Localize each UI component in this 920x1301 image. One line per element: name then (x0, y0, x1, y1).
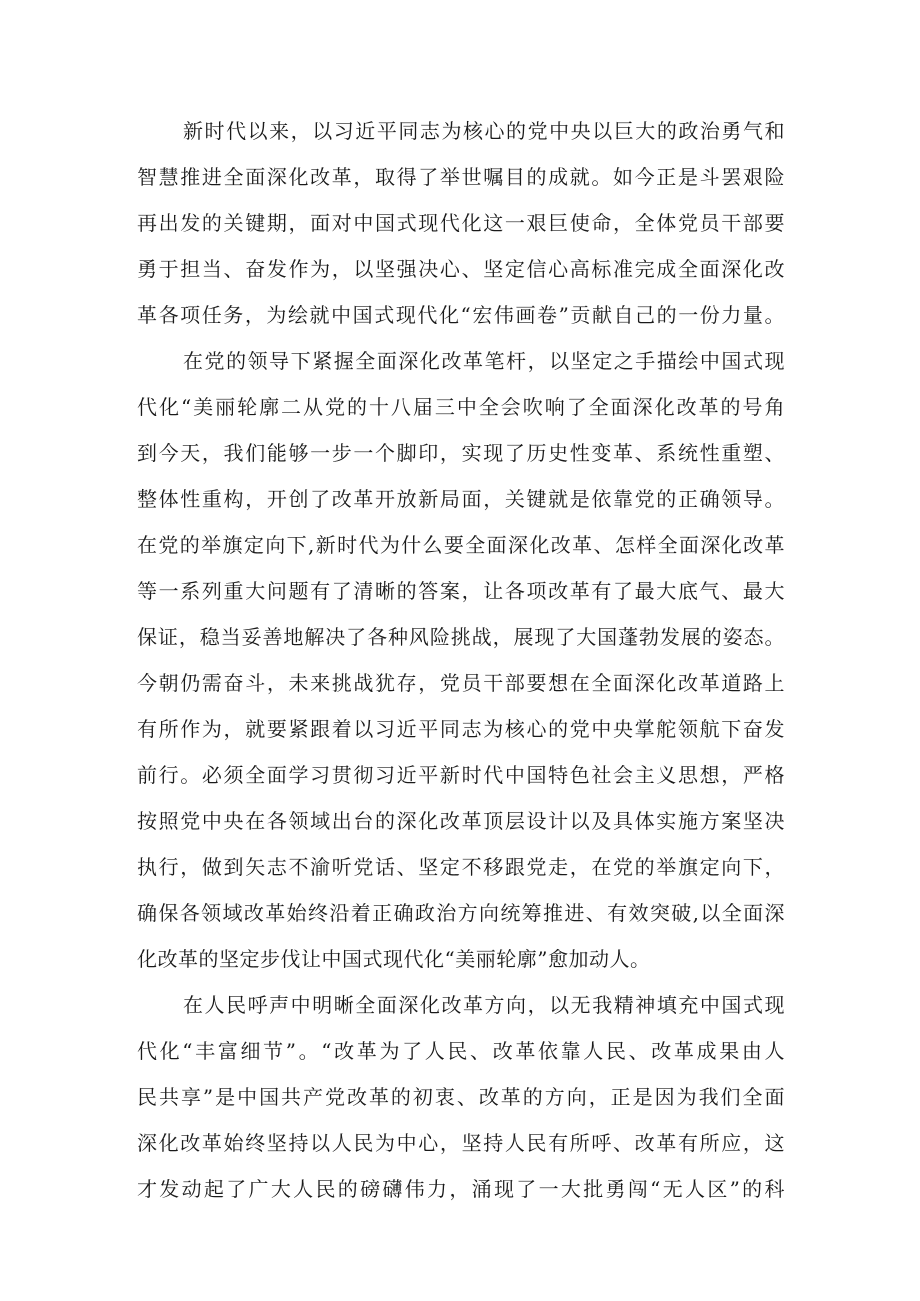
paragraph-3-line-3: 民共享”是中国共产党改革的初衷、改革的方向，正是因为我们全面 (137, 1085, 785, 1109)
paragraph-2-line-6: 等一系列重大问题有了清晰的答案，让各项改革有了最大底气、最大 (137, 579, 785, 603)
paragraph-1-line-2: 智慧推进全面深化改革，取得了举世嘱目的成就。如今正是斗罢艰险 (137, 165, 785, 189)
paragraph-1-line-3: 再出发的关键期，面对中国式现代化这一艰巨使命，全体党员干部要 (137, 211, 785, 235)
paragraph-2-line-12: 执行，做到矢志不渝听党话、坚定不移跟党走，在党的举旗定向下， (137, 855, 785, 879)
paragraph-2-line-3: 到今天，我们能够一步一个脚印，实现了历史性变革、系统性重塑、 (137, 441, 785, 465)
paragraph-2-line-9: 有所作为，就要紧跟着以习近平同志为核心的党中央掌舵领航下奋发 (137, 717, 785, 741)
paragraph-2-line-10: 前行。必须全面学习贯彻习近平新时代中国特色社会主义思想，严格 (137, 763, 785, 787)
paragraph-1-line-1: 新时代以来，以习近平同志为核心的党中央以巨大的政治勇气和 (183, 119, 785, 143)
paragraph-1-line-4: 勇于担当、奋发作为，以坚强决心、坚定信心高标准完成全面深化改 (137, 257, 785, 281)
paragraph-1-line-5: 革各项任务，为绘就中国式现代化“宏伟画卷”贡献自己的一份力量。 (137, 303, 785, 327)
paragraph-2-line-4: 整体性重构，开创了改革开放新局面，关键就是依靠党的正确领导。 (137, 487, 785, 511)
paragraph-3-line-5: 才发动起了广大人民的磅礴伟力，涌现了一大批勇闯“无人区”的科 (137, 1177, 785, 1201)
paragraph-3-line-2: 代化“丰富细节”。“改革为了人民、改革依靠人民、改革成果由人 (137, 1039, 785, 1063)
paragraph-2-line-1: 在党的领导下紧握全面深化改革笔杆，以坚定之手描绘中国式现 (183, 349, 785, 373)
paragraph-2-line-13: 确保各领域改革始终沿着正确政治方向统筹推进、有效突破,以全面深 (137, 901, 785, 925)
paragraph-2-line-11: 按照党中央在各领域出台的深化改革顶层设计以及具体实施方案坚决 (137, 809, 785, 833)
paragraph-2-line-8: 今朝仍需奋斗，未来挑战犹存，党员干部要想在全面深化改革道路上 (137, 671, 785, 695)
paragraph-3-line-4: 深化改革始终坚持以人民为中心，坚持人民有所呼、改革有所应，这 (137, 1131, 785, 1155)
paragraph-2-line-5: 在党的举旗定向下,新时代为什么要全面深化改革、怎样全面深化改革 (137, 533, 785, 557)
paragraph-2-line-7: 保证，稳当妥善地解决了各种风险挑战，展现了大国蓬勃发展的姿态。 (137, 625, 785, 649)
paragraph-2-line-14: 化改革的坚定步伐让中国式现代化“美丽轮廓”愈加动人。 (137, 947, 651, 971)
paragraph-3-line-1: 在人民呼声中明晰全面深化改革方向，以无我精神填充中国式现 (183, 993, 785, 1017)
paragraph-2-line-2: 代化“美丽轮廓二从党的十八届三中全会吹响了全面深化改革的号角 (137, 395, 785, 419)
